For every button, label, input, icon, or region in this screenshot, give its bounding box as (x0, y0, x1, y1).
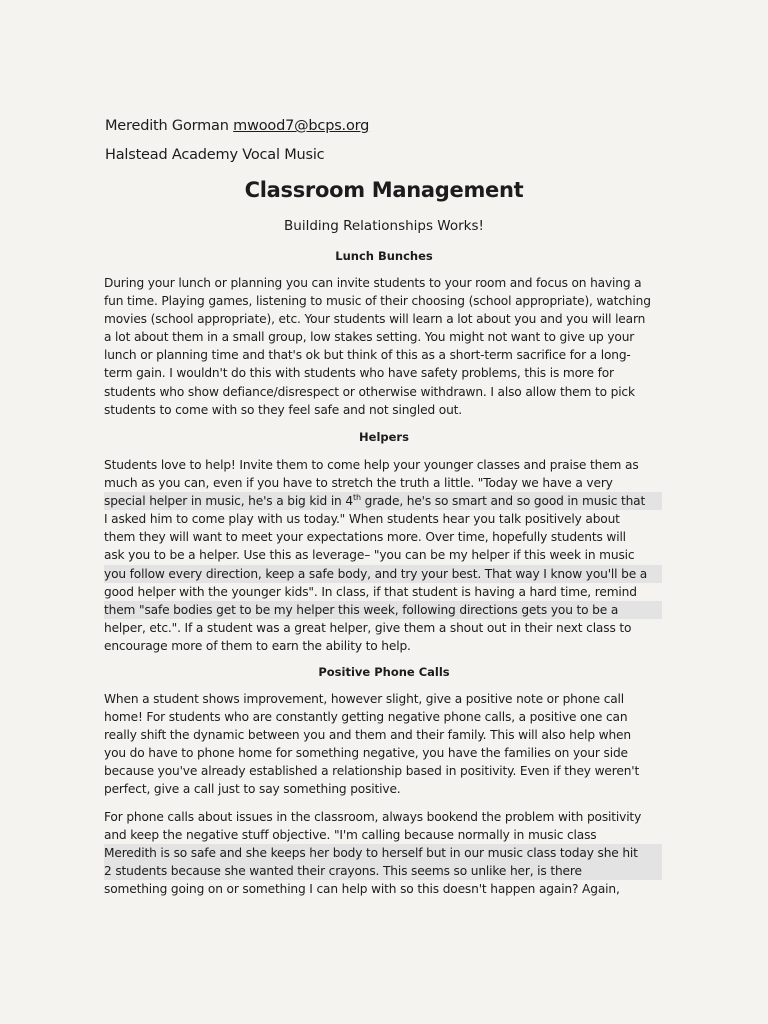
body-line: much as you can, even if you have to stretch the truth a little. "Today we have a very (104, 476, 613, 491)
author-line (105, 118, 369, 134)
body-line: encourage more of them to earn the ability to help. (104, 638, 411, 653)
document-title: Classroom Management (244, 178, 524, 202)
body-line: really shift the dynamic between you and them and their family. This will also help when (104, 728, 631, 743)
body-line: helper, etc.". If a student was a great helper, give them a shout out in their next class to (104, 620, 632, 635)
document-subtitle: Building Relationships Works! (284, 218, 484, 234)
body-line: For phone calls about issues in the classroom, always bookend the problem with positivity (104, 810, 642, 824)
body-line: I asked him to come play with us today." When students hear you talk positively about (104, 512, 620, 527)
body-line: special helper in music, he's a big kid in 4th grade, he's so smart and so good in music that (104, 492, 662, 510)
section-body-helpers (104, 456, 662, 655)
body-line: students who show defiance/disrespect or otherwise withdrawn. I also allow them to pick (104, 384, 635, 399)
body-line: them they will want to meet your expectations more. Over time, hopefully students will (104, 530, 626, 545)
author-name: Meredith Gorman (105, 118, 229, 134)
body-line: you follow every direction, keep a safe body, and try your best. That way I know you'll be a (104, 565, 662, 583)
body-line: movies (school appropriate), etc. Your students will learn a lot about you and you will learn (104, 312, 646, 327)
body-line: them "safe bodies get to be my helper this week, following directions gets you to be a (104, 601, 662, 619)
school-name: Halstead Academy Vocal Music (105, 147, 325, 163)
body-line: ask you to be a helper. Use this as leverage– "you can be my helper if this week in music (104, 548, 635, 563)
body-line: you do have to phone home for something negative, you have the families on your side (104, 746, 628, 761)
section-heading-lunch-bunches: Lunch Bunches (335, 249, 433, 263)
body-line: When a student shows improvement, however slight, give a positive note or phone call (104, 692, 625, 706)
body-line: students to come with so they feel safe and not singled out. (104, 402, 463, 417)
body-line: Meredith is so safe and she keeps her body to herself but in our music class today she hit (104, 844, 662, 862)
body-line: fun time. Playing games, listening to music of their choosing (school appropriate), watching (104, 294, 651, 309)
body-line: During your lunch or planning you can invite students to your room and focus on having a (104, 276, 642, 290)
section-heading-positive-phone-calls: Positive Phone Calls (318, 665, 450, 679)
author-email-link[interactable]: mwood7@bcps.org (233, 118, 370, 134)
body-line: 2 students because she wanted their crayons. This seems so unlike her, is there (104, 862, 662, 880)
body-line: because you've already established a relationship based in positivity. Even if they weren't (104, 764, 640, 779)
body-line: and keep the negative stuff objective. "I'm calling because normally in music class (104, 828, 597, 843)
body-line: a lot about them in a small group, low stakes setting. You might not want to give up your (104, 330, 635, 345)
body-line: lunch or planning time and that's ok but think of this as a short-term sacrifice for a long- (104, 348, 631, 363)
body-line: Students love to help! Invite them to come help your younger classes and praise them as (104, 458, 639, 472)
section-body-lunch-bunches (104, 274, 662, 419)
section-body-phone-call-issues (104, 808, 662, 898)
body-line: something going on or something I can help with so this doesn't happen again? Again, (104, 882, 620, 897)
body-line: term gain. I wouldn't do this with students who have safety problems, this is more for (104, 366, 614, 381)
body-line: home! For students who are constantly getting negative phone calls, a positive one can (104, 710, 628, 725)
body-line: good helper with the younger kids". In class, if that student is having a hard time, remind (104, 584, 637, 599)
section-body-positive-phone-calls (104, 690, 662, 799)
section-heading-helpers: Helpers (359, 430, 409, 444)
body-line: perfect, give a call just to say something positive. (104, 782, 401, 797)
